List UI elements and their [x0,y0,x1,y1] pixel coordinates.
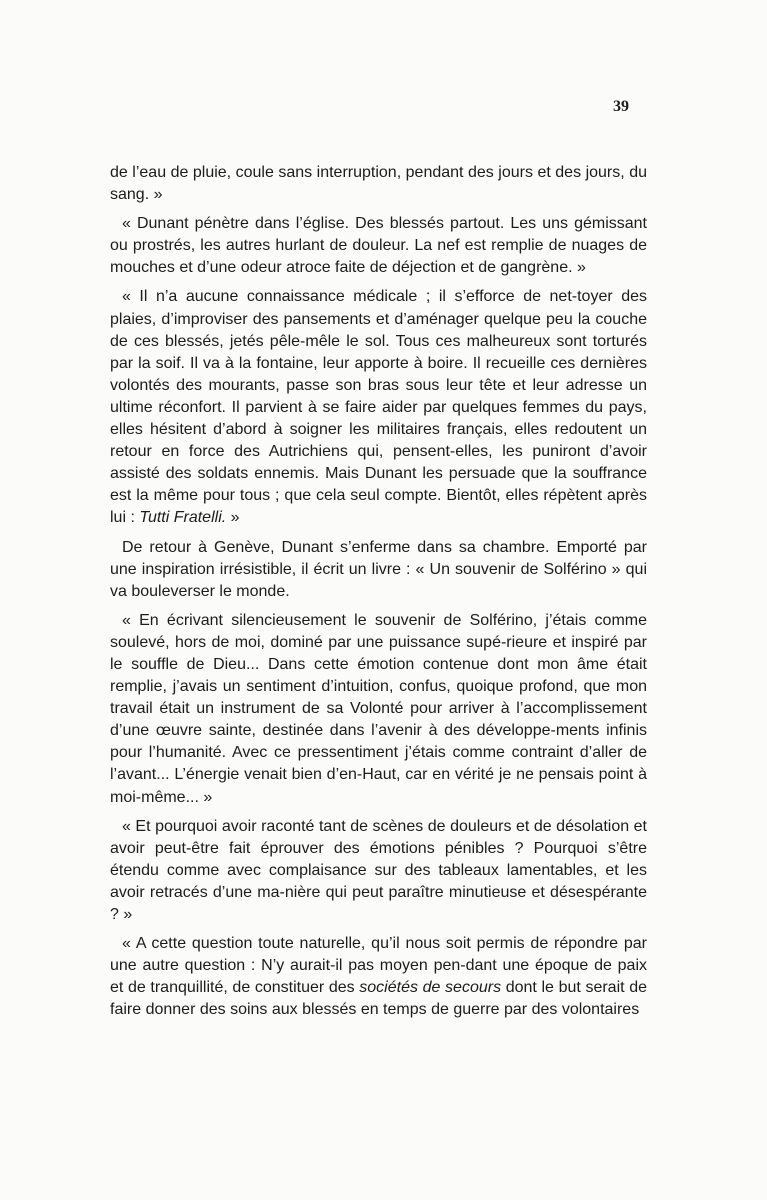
page-number: 39 [613,98,629,115]
paragraph: « En écrivant silencieusement le souvenir de Solférino, j’étais comme soulevé, hors de moi, dominé par une puissance supé-rieure et inspiré par le souffle de Dieu... Dans cette émotion contenue dont mon âme était remplie, j’avais un sentiment d’intuition, confus, quoique profond, que mon travail était un instrument de sa Volonté pour arriver à l’accomplissement d’une œuvre sainte, destinée dans l’avenir à des développe-ments infinis pour l’humanité. Avec ce pressentiment j’étais comme contraint d’aller de l’avant... L’énergie venait bien d’en-Haut, car en vérité je ne pensais point à moi-même... » [110,611,647,806]
paragraph-text: dont le but serait de faire donner des soins aux blessés en temps de guerre par des volontaires [110,979,647,1019]
paragraph-text: « Il n’a aucune connaissance médicale ; il s’efforce de net-toyer des plaies, d’improviser des pansements et d’aménager quelque peu la couche de ces blessés, jetés pêle-mêle le sol. Tous ces malheureux sont torturés par la soif. Il va à la fontaine, leur apporte à boire. Il recueille ces dernières volontés des mourants, passe son bras sous leur tête et leur adresse un ultime réconfort. Il parvient à se faire aider par quelques femmes du pays, elles hésitent d’abord à soigner les militaires français, elles redoutent un retour en force des Autrichiens qui, pensent-elles, les puniront d’avoir assisté des soldats ennemis. Mais Dunant les persuade que la souffrance est la même pour tous ; que cela seul compte. Bientôt, elles répètent après lui : [110,288,647,527]
body-text [110,162,647,1021]
italic-phrase: Tutti Fratelli. [139,509,227,527]
paragraph [110,286,647,529]
paragraph: de l’eau de pluie, coule sans interruption, pendant des jours et des jours, du sang. » [110,164,647,204]
paragraph [110,933,647,1021]
italic-phrase: sociétés de secours [359,979,502,997]
paragraph-text: » [226,509,240,527]
paragraph: « Dunant pénètre dans l’église. Des blessés partout. Les uns gémissant ou prostrés, les autres hurlant de douleur. La nef est remplie de nuages de mouches et d’une odeur atroce faite de déjection et de gangrène. » [110,215,647,277]
paragraph: De retour à Genève, Dunant s’enferme dans sa chambre. Emporté par une inspiration irrésistible, il écrit un livre : « Un souvenir de Solférino » qui va bouleverser le monde. [110,538,647,600]
paragraph-text: « A cette question toute naturelle, qu’il nous soit permis de répondre par une autre question : N’y aurait-il pas moyen pen-dant une époque de paix et de tranquillité, de constituer des [110,935,647,997]
paragraph: « Et pourquoi avoir raconté tant de scènes de douleurs et de désolation et avoir peut-être fait éprouver des émotions pénibles ? Pourquoi s’être étendu comme avec complaisance sur des tableaux lamentables, et les avoir retracés d’une ma-nière qui peut paraître minutieuse et désespérante ? » [110,817,647,923]
